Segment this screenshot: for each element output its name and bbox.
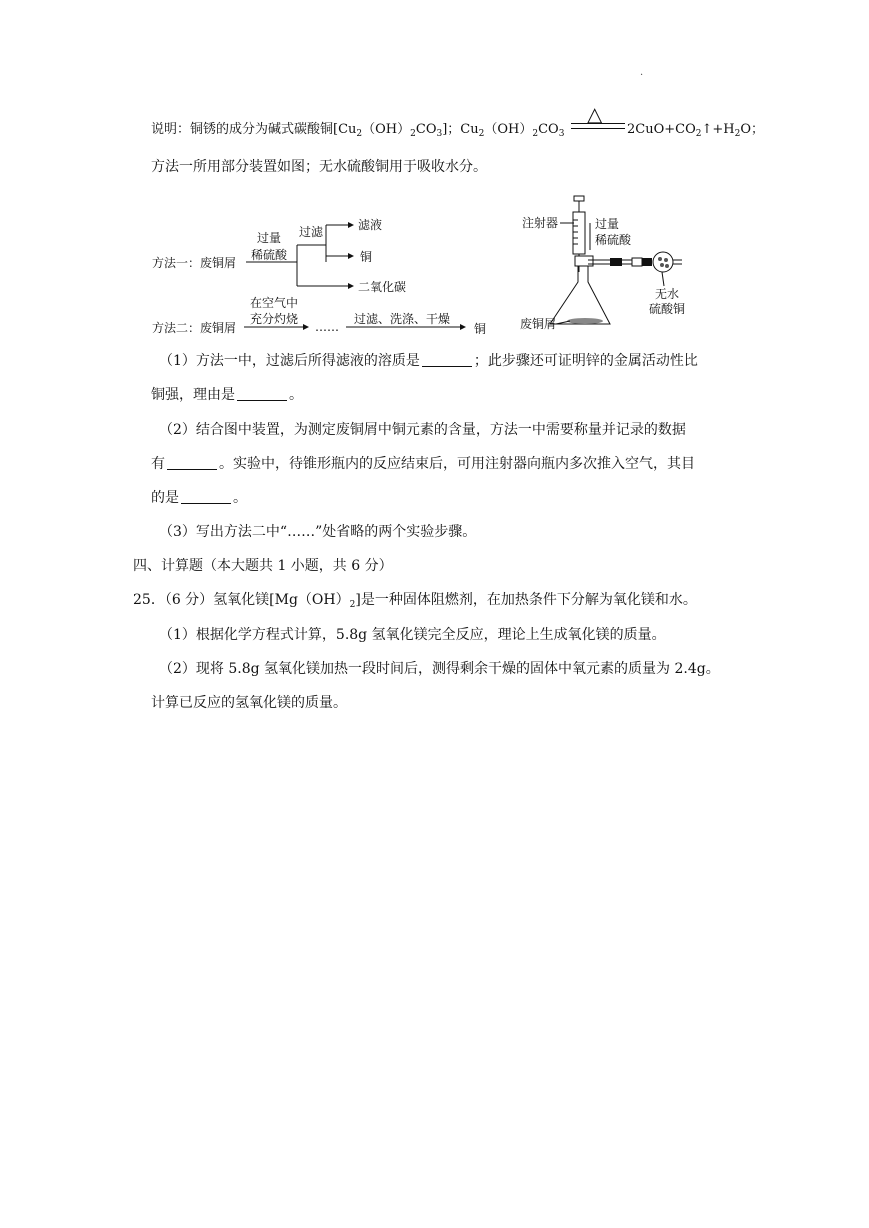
experiment-diagram xyxy=(150,190,710,340)
equation-arrow xyxy=(571,123,625,129)
section4-heading: 四、计算题（本大题共 1 小题，共 6 分） xyxy=(133,558,393,574)
ellipsis-label: …… xyxy=(315,320,339,334)
app-acid-label: 稀硫酸 xyxy=(595,233,632,247)
answer-blank[interactable] xyxy=(237,386,287,401)
filter-label: 过滤 xyxy=(299,225,324,239)
q2-line2: 有 。实验中，待锥形瓶内的反应结束后，可用注射器向瓶内多次推入空气，其目 xyxy=(151,456,695,472)
q1-line2: 铜强，理由是 。 xyxy=(151,387,303,403)
answer-blank[interactable] xyxy=(422,352,472,367)
q25-part2-cont: 计算已反应的氢氧化镁的质量。 xyxy=(151,695,347,711)
app-excess-label: 过量 xyxy=(595,217,620,231)
answer-blank[interactable] xyxy=(167,455,217,470)
note-equation xyxy=(151,102,765,148)
burn-top-label: 在空气中 xyxy=(250,296,299,310)
co2-label: 二氧化碳 xyxy=(358,280,407,294)
q2-line1: （2）结合图中装置，为测定废铜屑中铜元素的含量，方法一中需要称量并记录的数据 xyxy=(159,422,686,438)
burn-bottom-label: 充分灼烧 xyxy=(250,312,299,326)
copper-label: 铜 xyxy=(360,250,373,264)
filtrate-label: 滤液 xyxy=(358,218,383,232)
process-label: 过滤、洗涤、干燥 xyxy=(354,312,451,326)
answer-blank[interactable] xyxy=(181,489,231,504)
q1-line1: （1）方法一中，过滤后所得滤液的溶质是 ；此步骤还可证明锌的金属活动性比 xyxy=(159,353,698,369)
q25-part1: （1）根据化学方程式计算，5.8g 氢氧化镁完全反应，理论上生成氧化镁的质量。 xyxy=(159,627,666,643)
note-text: 说明：铜锈的成分为碱式碳酸铜$[Cu_2(OH)_2CO_3]$；$Cu_2(OH)_2CO_3$ xyxy=(151,122,565,139)
excess-label: 过量 xyxy=(257,231,282,245)
method2-label: 方法二：废铜屑 xyxy=(152,321,237,335)
anhydrous-bottom-label: 硫酸铜 xyxy=(649,302,686,316)
syringe-label: 注射器 xyxy=(522,216,559,230)
q25-part2: （2）现将 5.8g 氢氧化镁加热一段时间后，测得剩余干燥的固体中氧元素的质量为 2.4g。 xyxy=(159,661,720,677)
q2-line3: 的是 。 xyxy=(151,490,247,506)
page-marker: · xyxy=(640,70,644,81)
q25-stem: 25．（6 分）氢氧化镁$[Mg(OH)_2]$是一种固体阻燃剂，在加热条件下分解为氧化镁和水。 xyxy=(133,592,697,610)
heat-symbol: △ xyxy=(587,102,603,126)
scrap-label: 废铜屑 xyxy=(520,317,557,331)
method1-label: 方法一：废铜屑 xyxy=(152,256,237,270)
equation-products: $2CuO+CO_2↑+H_2O$； xyxy=(627,122,765,139)
anhydrous-top-label: 无水 xyxy=(655,287,680,301)
q3-line: （3）写出方法二中“……”处省略的两个实验步骤。 xyxy=(159,524,477,540)
dilute-acid-label: 稀硫酸 xyxy=(251,248,288,262)
copper2-label: 铜 xyxy=(474,322,487,336)
method1-description: 方法一所用部分装置如图；无水硫酸铜用于吸收水分。 xyxy=(151,159,487,175)
